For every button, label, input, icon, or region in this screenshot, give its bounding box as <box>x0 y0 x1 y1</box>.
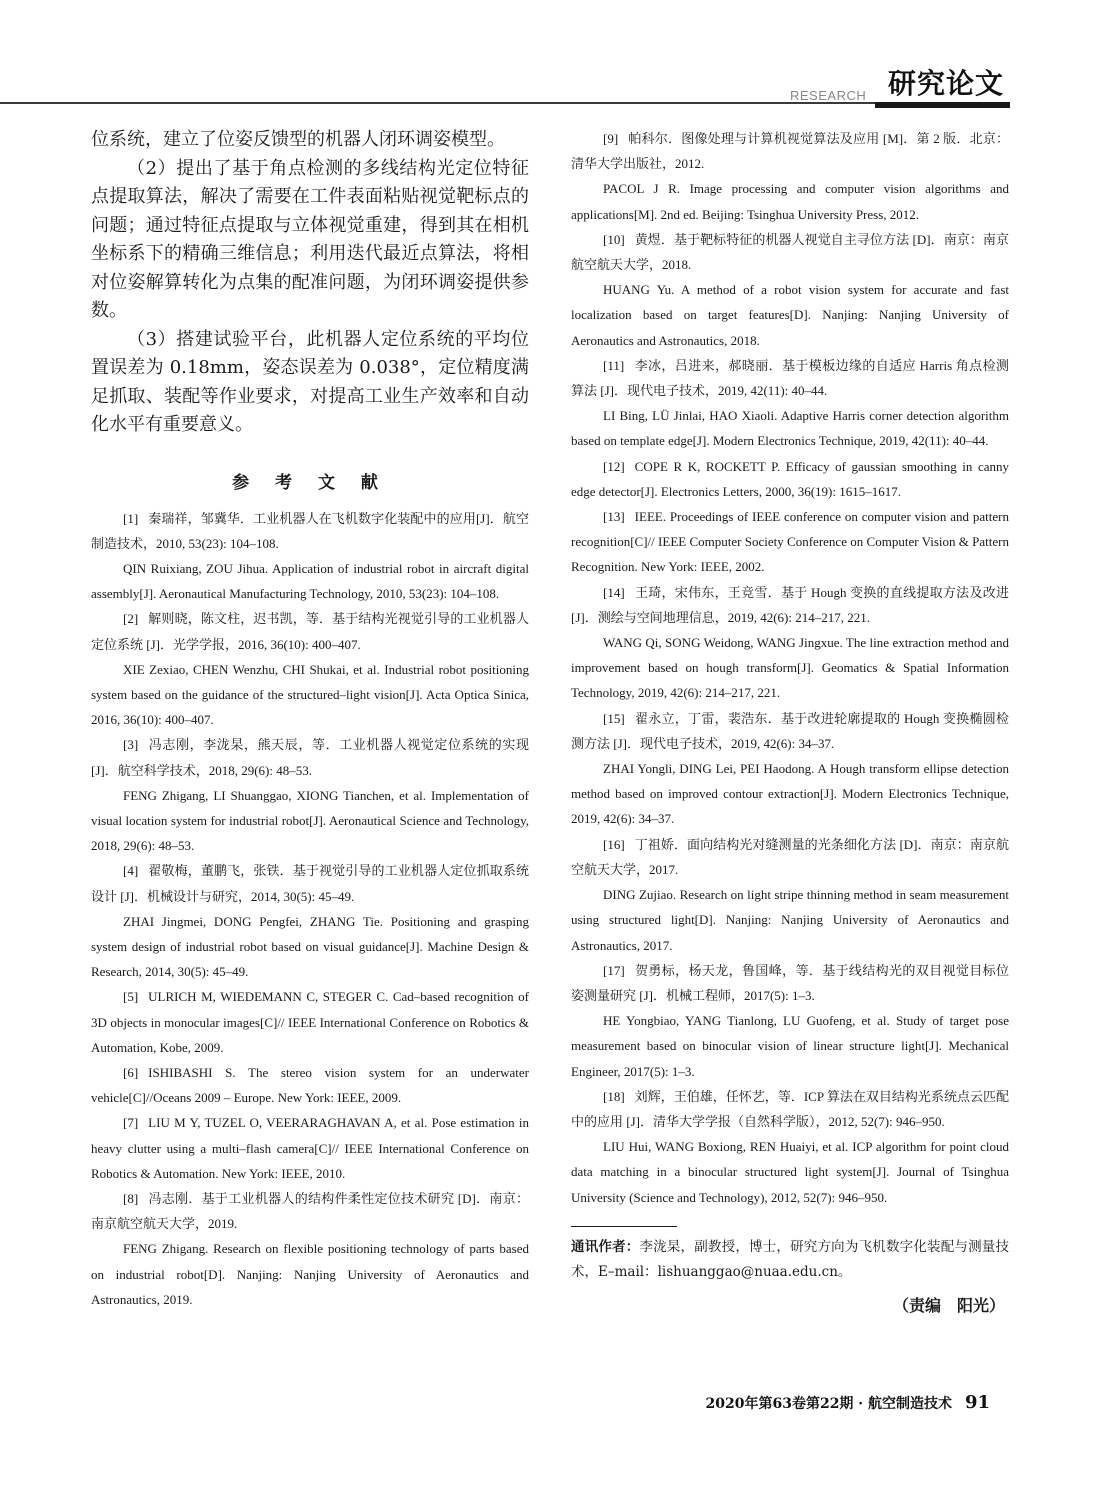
reference-en <box>571 403 1009 453</box>
reference-cn <box>91 606 529 656</box>
reference-text: 解则晓，陈文柱，迟书凯，等．基于结构光视觉引导的工业机器人定位系统 [J]．光学学报，2016, 36(10): 400–407. <box>91 611 529 652</box>
reference-text: LIU Hui, WANG Boxiong, REN Huaiyi, et al. ICP algorithm for point cloud data matching in a binocular structured light system[J]. Journal of Tsinghua University (Science and Technology), 2012, 52(7): 946–950. <box>571 1139 1009 1205</box>
reference-text: IEEE. Proceedings of IEEE conference on computer vision and pattern recognition[C]// IEEE Computer Society Conference on Computer Vision & Pattern Recognition. New York: IEEE, 2002. <box>571 509 1009 575</box>
reference-text: ULRICH M, WIEDEMANN C, STEGER C. Cad–based recognition of 3D objects in monocular images[C]// IEEE International Conference on Robotics & Automation, Kobe, 2009. <box>91 989 529 1055</box>
reference-text: COPE R K, ROCKETT P. Efficacy of gaussian smoothing in canny edge detector[J]. Electronics Letters, 2000, 36(19): 1615–1617. <box>571 458 1009 499</box>
reference-text: 帕科尔．图像处理与计算机视觉算法及应用 [M]．第 2 版．北京：清华大学出版社，2012. <box>571 131 1009 172</box>
reference-number: [7] <box>123 1115 139 1131</box>
reference-text: 冯志刚．基于工业机器人的结构件柔性定位技术研究 [D]．南京：南京航空航天大学，2019. <box>91 1190 529 1232</box>
reference-en <box>91 984 529 1060</box>
reference-text: PACOL J R. Image processing and computer vision algorithms and applications[M]. 2nd ed. Beijing: Tsinghua University Press, 2012. <box>571 181 1009 222</box>
reference-en <box>571 504 1009 580</box>
reference-number: [18] <box>603 1088 625 1104</box>
reference-item <box>91 1186 529 1312</box>
reference-number: [17] <box>603 962 625 978</box>
reference-text: ZHAI Yongli, DING Lei, PEI Haodong. A Hough transform ellipse detection method based on improved contour extraction[J]. Modern Electronics Technique, 2019, 42(6): 34–37. <box>571 761 1009 827</box>
reference-number: [12] <box>603 458 625 474</box>
references-title: 参 考 文 献 <box>232 472 388 493</box>
reference-list-left <box>91 506 529 1313</box>
reference-item <box>91 858 529 984</box>
footer-journal: 2020年第63卷第22期 · 航空制造技术 <box>705 1396 953 1412</box>
reference-text: 李冰，吕进来，郝晓丽．基于模板边缘的自适应 Harris 角点检测算法 [J]．现代电子技术，2019, 42(11): 40–44. <box>571 357 1009 399</box>
reference-en <box>91 783 529 859</box>
body-paragraph: （2）提出了基于角点检测的多线结构光定位特征点提取算法，解决了需要在工件表面粘贴视觉靶标点的问题；通过特征点提取与立体视觉重建，得到其在相机坐标系下的精确三维信息；利用迭代最近点算法，将相对位姿解算转化为点集的配准问题，为闭环调姿提供参数。 <box>91 157 529 321</box>
reference-cn <box>91 858 529 908</box>
reference-text: LIU M Y, TUZEL O, VEERARAGHAVAN A, et al. Pose estimation in heavy clutter using a multi–flash camera[C]// IEEE International Conference on Robotics & Automation. New York: IEEE, 2010. <box>91 1115 529 1181</box>
reference-en <box>91 1236 529 1312</box>
reference-en <box>571 1134 1009 1210</box>
reference-item <box>571 580 1009 706</box>
body-paragraph: 位系统，建立了位姿反馈型的机器人闭环调姿模型。 <box>91 129 505 150</box>
reference-text: FENG Zhigang. Research on flexible positioning technology of parts based on industrial robot[D]. Nanjing: Nanjing University of Aeronautics and Astronautics, 2019. <box>91 1241 529 1307</box>
correspondence-label: 通讯作者： <box>571 1238 640 1255</box>
reference-item <box>571 504 1009 580</box>
page-number: 91 <box>964 1392 990 1413</box>
reference-list-right <box>571 126 1009 1210</box>
correspondence-note <box>571 1235 1009 1285</box>
reference-number: [3] <box>123 737 139 753</box>
reference-text: 翟敬梅，董鹏飞，张铁．基于视觉引导的工业机器人定位抓取系统设计 [J]．机械设计与研究，2014, 30(5): 45–49. <box>91 863 529 904</box>
reference-en <box>91 1110 529 1186</box>
reference-text: DING Zujiao. Research on light stripe thinning method in seam measurement using structured light[D]. Nanjing: Nanjing University of Aeronautics and Astronautics, 2017. <box>571 887 1009 953</box>
reference-en <box>571 882 1009 958</box>
body-paragraph: （3）搭建试验平台，此机器人定位系统的平均位置误差为 0.18mm，姿态误差为 0.038°，定位精度满足抓取、装配等作业要求，对提高工业生产效率和自动化水平有重要意义。 <box>91 328 529 435</box>
reference-en <box>571 176 1009 226</box>
reference-item <box>571 227 1009 353</box>
reference-en <box>571 630 1009 706</box>
reference-text: 翟永立，丁雷，裴浩东．基于改进轮廓提取的 Hough 变换椭圆检测方法 [J]．现代电子技术，2019, 42(6): 34–37. <box>571 710 1009 751</box>
footnote-divider <box>571 1226 677 1227</box>
reference-item <box>571 353 1009 454</box>
reference-number: [2] <box>123 611 139 627</box>
reference-item <box>571 958 1009 1084</box>
reference-text: 刘辉，王伯雄，任怀艺，等．ICP 算法在双目结构光系统点云匹配中的应用 [J]．清华大学学报（自然科学版），2012, 52(7): 946–950. <box>571 1088 1009 1129</box>
correspondence-text: 李泷杲，副教授，博士，研究方向为飞机数字化装配与测量技术，E–mail：lishuanggao@nuaa.edu.cn。 <box>571 1238 1010 1280</box>
header-research-label: RESEARCH <box>790 88 867 103</box>
reference-number: [4] <box>123 863 139 879</box>
reference-text: 丁祖娇．面向结构光对缝测量的光条细化方法 [D]．南京：南京航空航天大学，2017. <box>571 836 1009 877</box>
reference-item <box>571 454 1009 504</box>
reference-text: HUANG Yu. A method of a robot vision system for accurate and fast localization based on target features[D]. Nanjing: Nanjing University of Aeronautics and Astronautics, 2018. <box>571 282 1009 348</box>
reference-cn <box>571 126 1009 176</box>
reference-number: [6] <box>123 1064 139 1080</box>
editor-credit: （责编 阳光） <box>892 1295 1005 1315</box>
reference-cn <box>571 1084 1009 1134</box>
reference-en <box>91 657 529 733</box>
reference-number: [5] <box>123 989 139 1005</box>
reference-number: [1] <box>123 510 139 526</box>
right-column <box>571 126 1009 1316</box>
reference-text: LI Bing, LÜ Jinlai, HAO Xiaoli. Adaptive Harris corner detection algorithm based on template edge[J]. Modern Electronics Technique, 2019, 42(11): 40–44. <box>571 408 1009 449</box>
reference-item <box>91 732 529 858</box>
reference-item <box>91 506 529 607</box>
reference-number: [14] <box>603 584 625 600</box>
reference-cn <box>91 732 529 782</box>
reference-item <box>571 1084 1009 1210</box>
reference-number: [10] <box>603 231 625 247</box>
reference-text: 秦瑞祥，邹冀华．工业机器人在飞机数字化装配中的应用[J]．航空制造技术，2010, 53(23): 104–108. <box>91 510 529 551</box>
reference-number: [11] <box>603 357 625 373</box>
reference-text: QIN Ruixiang, ZOU Jihua. Application of industrial robot in aircraft digital assembly[J]. Aeronautical Manufacturing Technology, 2010, 53(23): 104–108. <box>91 560 529 602</box>
reference-number: [16] <box>603 836 625 852</box>
reference-item <box>91 1110 529 1186</box>
reference-en <box>91 1060 529 1110</box>
reference-text: 冯志刚，李泷杲，熊天辰，等．工业机器人视觉定位系统的实现 [J]．航空科学技术，2018, 29(6): 48–53. <box>91 737 529 778</box>
reference-number: [9] <box>603 131 619 146</box>
reference-cn <box>91 1186 529 1236</box>
reference-item <box>571 126 1009 227</box>
reference-number: [8] <box>123 1190 139 1206</box>
reference-text: 王琦，宋伟东，王竞雪．基于 Hough 变换的直线提取方法及改进 [J]．测绘与空间地理信息，2019, 42(6): 214–217, 221. <box>571 584 1009 625</box>
left-column <box>91 126 529 1312</box>
reference-text: WANG Qi, SONG Weidong, WANG Jingxue. The line extraction method and improvement based on hough transform[J]. Geomatics & Spatial Information Technology, 2019, 42(6): 214–217, 221. <box>571 635 1009 701</box>
header-section-title: 研究论文 <box>888 67 1005 100</box>
reference-en <box>571 756 1009 832</box>
reference-text: XIE Zexiao, CHEN Wenzhu, CHI Shukai, et al. Industrial robot positioning system based on the guidance of the structured–light vision[J]. Acta Optica Sinica, 2016, 36(10): 400–407. <box>91 661 529 728</box>
reference-item <box>571 832 1009 958</box>
reference-number: [13] <box>603 509 625 525</box>
reference-text: 黄煜．基于靶标特征的机器人视觉自主寻位方法 [D]．南京：南京航空航天大学，2018. <box>571 231 1009 273</box>
reference-cn <box>571 832 1009 882</box>
reference-en <box>91 909 529 985</box>
reference-cn <box>571 227 1009 277</box>
reference-cn <box>571 580 1009 630</box>
reference-text: ISHIBASHI S. The stereo vision system for an underwater vehicle[C]//Oceans 2009 – Europe. New York: IEEE, 2009. <box>91 1064 529 1106</box>
reference-item <box>91 1060 529 1110</box>
reference-item <box>571 706 1009 832</box>
page-footer <box>706 1392 991 1413</box>
reference-text: 贺勇标，杨天龙，鲁国峰，等．基于线结构光的双目视觉目标位姿测量研究 [J]．机械工程师，2017(5): 1–3. <box>571 962 1009 1003</box>
reference-cn <box>571 706 1009 756</box>
reference-number: [15] <box>603 710 625 726</box>
reference-en <box>571 454 1009 504</box>
header-accent-bar <box>875 102 1010 108</box>
reference-item <box>91 984 529 1060</box>
reference-text: FENG Zhigang, LI Shuanggao, XIONG Tianchen, et al. Implementation of visual location system for industrial robot[J]. Aeronautical Science and Technology, 2018, 29(6): 48–53. <box>91 787 529 854</box>
reference-cn <box>571 353 1009 403</box>
reference-text: HE Yongbiao, YANG Tianlong, LU Guofeng, et al. Study of target pose measurement based on binocular vision of linear structure light[J]. Mechanical Engineer, 2017(5): 1–3. <box>571 1013 1009 1079</box>
reference-cn <box>91 506 529 556</box>
reference-en <box>571 277 1009 353</box>
reference-item <box>91 606 529 732</box>
reference-cn <box>571 958 1009 1008</box>
reference-en <box>571 1008 1009 1084</box>
reference-en <box>91 556 529 606</box>
reference-text: ZHAI Jingmei, DONG Pengfei, ZHANG Tie. Positioning and grasping system design of industrial robot based on visual guidance[J]. Machine Design & Research, 2014, 30(5): 45–49. <box>91 913 529 980</box>
